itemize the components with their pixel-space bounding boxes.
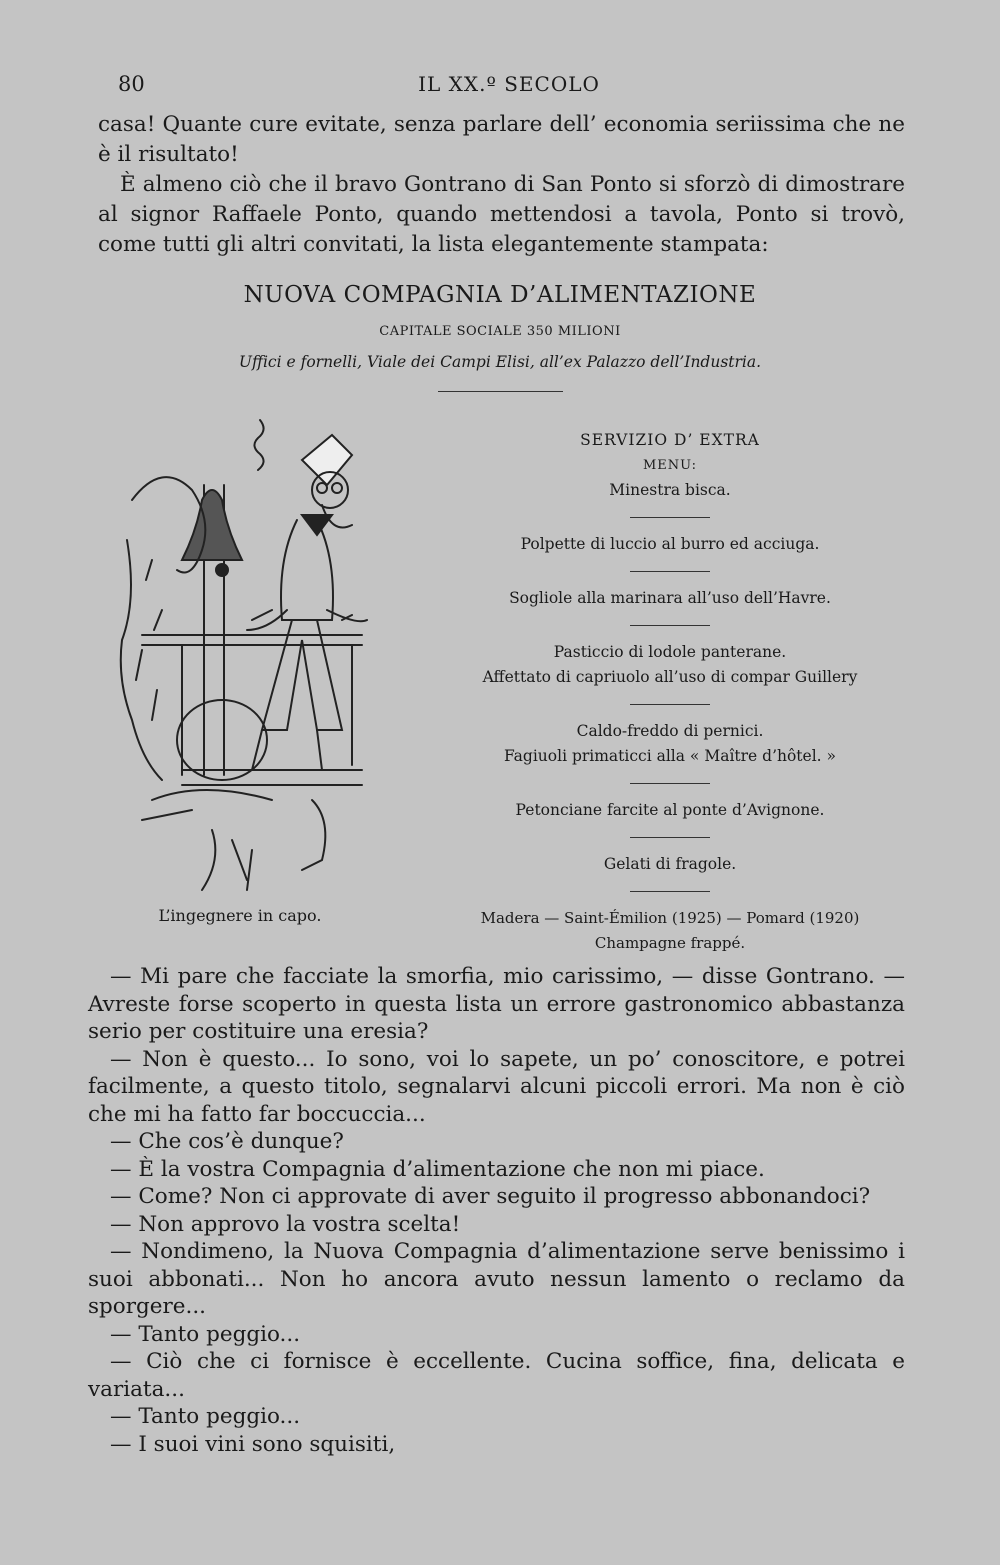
dialogue-line: — Nondimeno, la Nuova Compagnia d’alimentazione serve benissimo i suoi abbonati... Non ho ancora avuto nessun lamento o reclamo da sporgere... — [88, 1239, 905, 1319]
dialogue-line: — Tanto peggio... — [110, 1404, 301, 1429]
dialogue-line: — Non è questo... Io sono, voi lo sapete, un po’ conoscitore, e potrei facilmente, a questo titolo, segnalarvi alcuni piccoli errori. Ma non è ciò che mi ha fatto far boccuccia... — [88, 1046, 905, 1127]
dialogue-line: — I suoi vini sono squisiti, — [110, 1431, 396, 1457]
menu-item: Sogliole alla marinara all’uso dell’Havre. — [509, 589, 831, 607]
dialogue-text — [88, 963, 905, 1458]
dialogue-line: — Non approvo la vostra scelta! — [110, 1211, 461, 1237]
company-capital: CAPITALE SOCIALE 350 MILIONI — [379, 324, 621, 339]
dialogue-line: — Che cos’è dunque? — [110, 1129, 344, 1154]
page-number: 80 — [118, 72, 145, 96]
intro-paragraph: È almeno ciò che il bravo Gontrano di San Ponto si sforzò di dimostrare al signor Raffaele Ponto, quando mettendosi a tavola, Ponto si trovò, come tutti gli altri convitati, la lista elegantemente stampata: — [98, 172, 905, 257]
divider — [630, 571, 710, 572]
menu-item: Minestra bisca. — [609, 481, 731, 499]
menu-item: Caldo-freddo di pernici. — [576, 722, 764, 740]
intro-text — [98, 110, 905, 260]
menu-item: Affettato di capriuolo all’uso di compar Guillery — [482, 668, 858, 686]
dialogue-line: — Mi pare che facciate la smorfia, mio carissimo, — disse Gontrano. — Avreste forse scoperto in questa lista un errore gastronomico abbastanza serio per costituire una eresia? — [88, 964, 905, 1044]
menu-item: Pasticcio di lodole panterane. — [553, 643, 787, 661]
menu-item: Polpette di luccio al burro ed acciuga. — [520, 535, 820, 553]
menu-subtitle: MENU: — [642, 458, 698, 473]
divider — [630, 837, 710, 838]
menu-item: Gelati di fragole. — [603, 855, 737, 873]
menu-item: Fagiuoli primaticci alla « Maître d’hôtel. » — [503, 747, 837, 765]
dialogue-line: — Ciò che ci fornisce è eccellente. Cucina soffice, fina, delicata e variata... — [88, 1349, 905, 1402]
illustration-caption: L’ingegnere in capo. — [158, 906, 322, 925]
divider — [630, 891, 710, 892]
divider — [630, 704, 710, 705]
menu-header — [0, 282, 1000, 392]
company-name: NUOVA COMPAGNIA D’ALIMENTAZIONE — [243, 282, 757, 308]
divider — [630, 517, 710, 518]
company-offices: Uffici e fornelli, Viale dei Campi Elisi, all’ex Palazzo dell’Industria. — [238, 353, 762, 371]
menu-list — [455, 428, 885, 956]
dialogue-line: — Come? Non ci approvate di aver seguito il progresso abbonandoci? — [110, 1184, 871, 1209]
divider — [438, 391, 563, 392]
intro-paragraph: casa! Quante cure evitate, senza parlare dell’ economia seriissima che ne è il risultato! — [98, 112, 905, 167]
chef-engineer-illustration — [112, 410, 372, 900]
divider — [630, 625, 710, 626]
divider — [630, 783, 710, 784]
running-title: IL XX.º SECOLO — [418, 72, 600, 96]
dialogue-line: — È la vostra Compagnia d’alimentazione che non mi piace. — [110, 1156, 765, 1182]
dialogue-line: — Tanto peggio... — [110, 1321, 301, 1347]
menu-item: Petonciane farcite al ponte d’Avignone. — [515, 801, 825, 819]
wine-list: Champagne frappé. — [594, 934, 746, 952]
wine-list: Madera — Saint-Émilion (1925) — Pomard (1920) — [480, 909, 860, 927]
menu-title: SERVIZIO D’ EXTRA — [580, 431, 760, 449]
running-header — [118, 72, 900, 102]
